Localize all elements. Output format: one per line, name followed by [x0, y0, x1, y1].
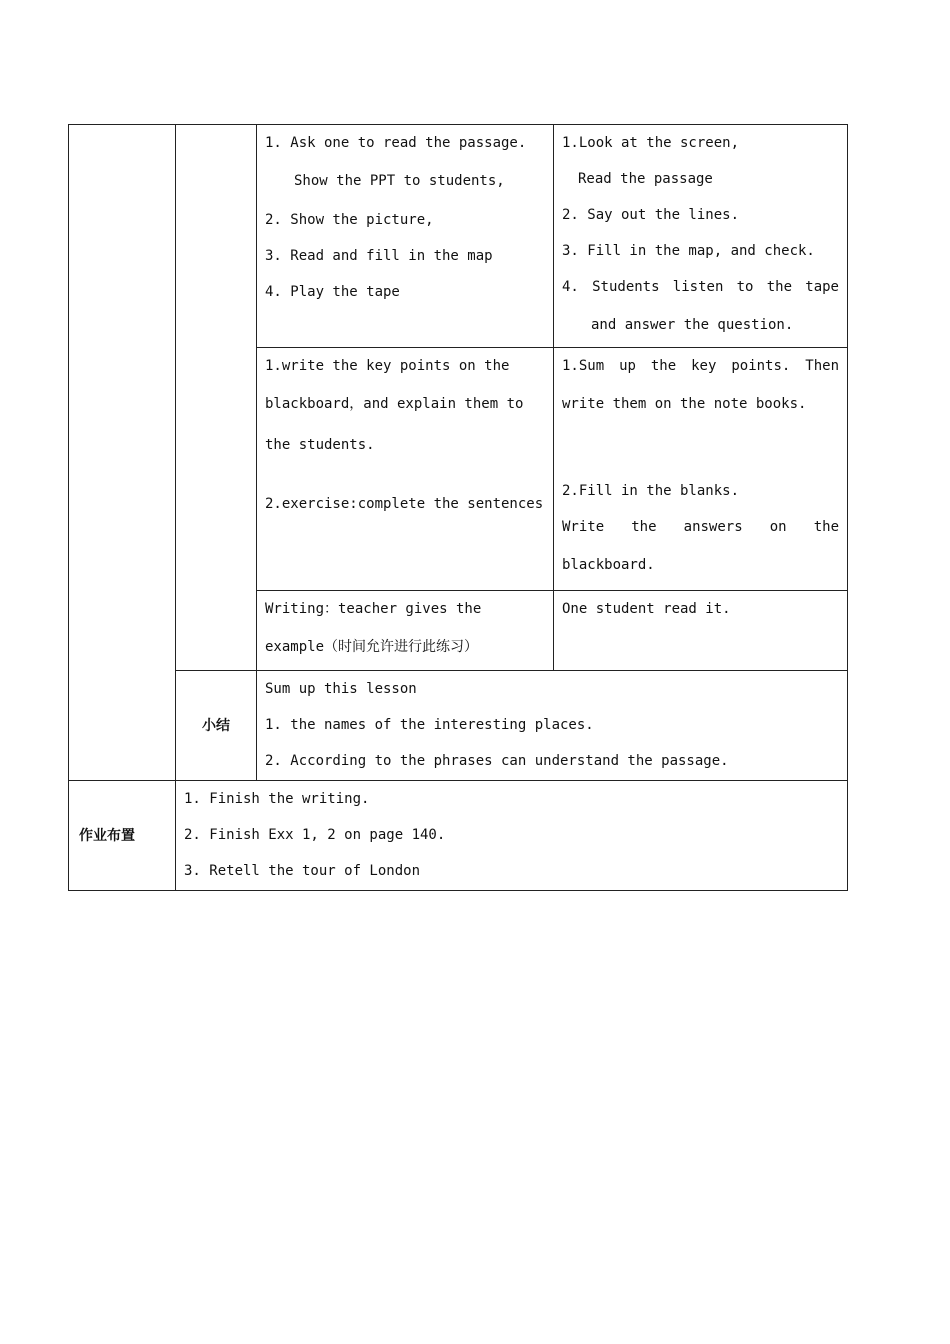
activity-row-1 — [69, 125, 848, 348]
text-line: 4. Students listen to the tape — [562, 279, 839, 295]
teacher-activity-cell — [257, 125, 554, 348]
text-line: One student read it. — [562, 601, 731, 617]
sub-stage-cell — [176, 125, 257, 671]
summary-content-cell — [257, 671, 848, 781]
homework-content-cell — [176, 781, 848, 891]
text-line: 1. Finish the writing. — [184, 791, 370, 807]
text-line: blackboard，and explain them to — [265, 396, 524, 412]
teacher-activity-cell — [257, 348, 554, 591]
homework-row — [69, 781, 848, 891]
text-line: and answer the question. — [591, 317, 794, 333]
text-line: 3. Fill in the map, and check. — [562, 243, 815, 259]
text-line: 2.exercise:complete the sentences — [265, 496, 544, 512]
summary-row — [69, 671, 848, 781]
text-line: write them on the note books. — [562, 396, 807, 412]
text-line: Write the answers on the — [562, 519, 839, 535]
homework-label: 作业布置 — [69, 781, 176, 891]
text-line: 3. Retell the tour of London — [184, 863, 421, 879]
text-line: 2.Fill in the blanks. — [562, 483, 740, 499]
text-line: 3. Read and fill in the map — [265, 248, 493, 264]
text-line: Read the passage — [578, 171, 713, 187]
text-line: 2. According to the phrases can understand the passage. — [265, 753, 729, 769]
stage-label-cell — [69, 125, 176, 781]
student-activity-cell — [554, 125, 848, 348]
teacher-activity-cell — [257, 591, 554, 671]
spacer — [265, 466, 545, 486]
summary-label: 小结 — [176, 671, 257, 781]
student-activity-cell — [554, 348, 848, 591]
text-line: 4. Play the tape — [265, 284, 400, 300]
text-line: Writing：teacher gives the — [265, 601, 482, 617]
text-line: 2. Finish Exx 1, 2 on page 140. — [184, 827, 446, 843]
text-line: 1. the names of the interesting places. — [265, 717, 594, 733]
text-line: 2. Show the picture, — [265, 212, 434, 228]
spacer — [562, 425, 839, 473]
text-line: 1. Ask one to read the passage. — [265, 135, 527, 151]
student-activity-cell — [554, 591, 848, 671]
text-line: 2. Say out the lines. — [562, 207, 740, 223]
text-line: the students. — [265, 437, 375, 453]
text-line: Show the PPT to students, — [294, 173, 505, 189]
text-line: blackboard. — [562, 557, 655, 573]
text-line: example（时间允许进行此练习） — [265, 639, 479, 655]
lesson-plan-table — [68, 124, 848, 891]
text-line: 1.Look at the screen, — [562, 135, 740, 151]
text-line: 1.Sum up the key points. Then — [562, 358, 839, 374]
text-line: Sum up this lesson — [265, 681, 417, 697]
text-line: 1.write the key points on the — [265, 358, 510, 374]
